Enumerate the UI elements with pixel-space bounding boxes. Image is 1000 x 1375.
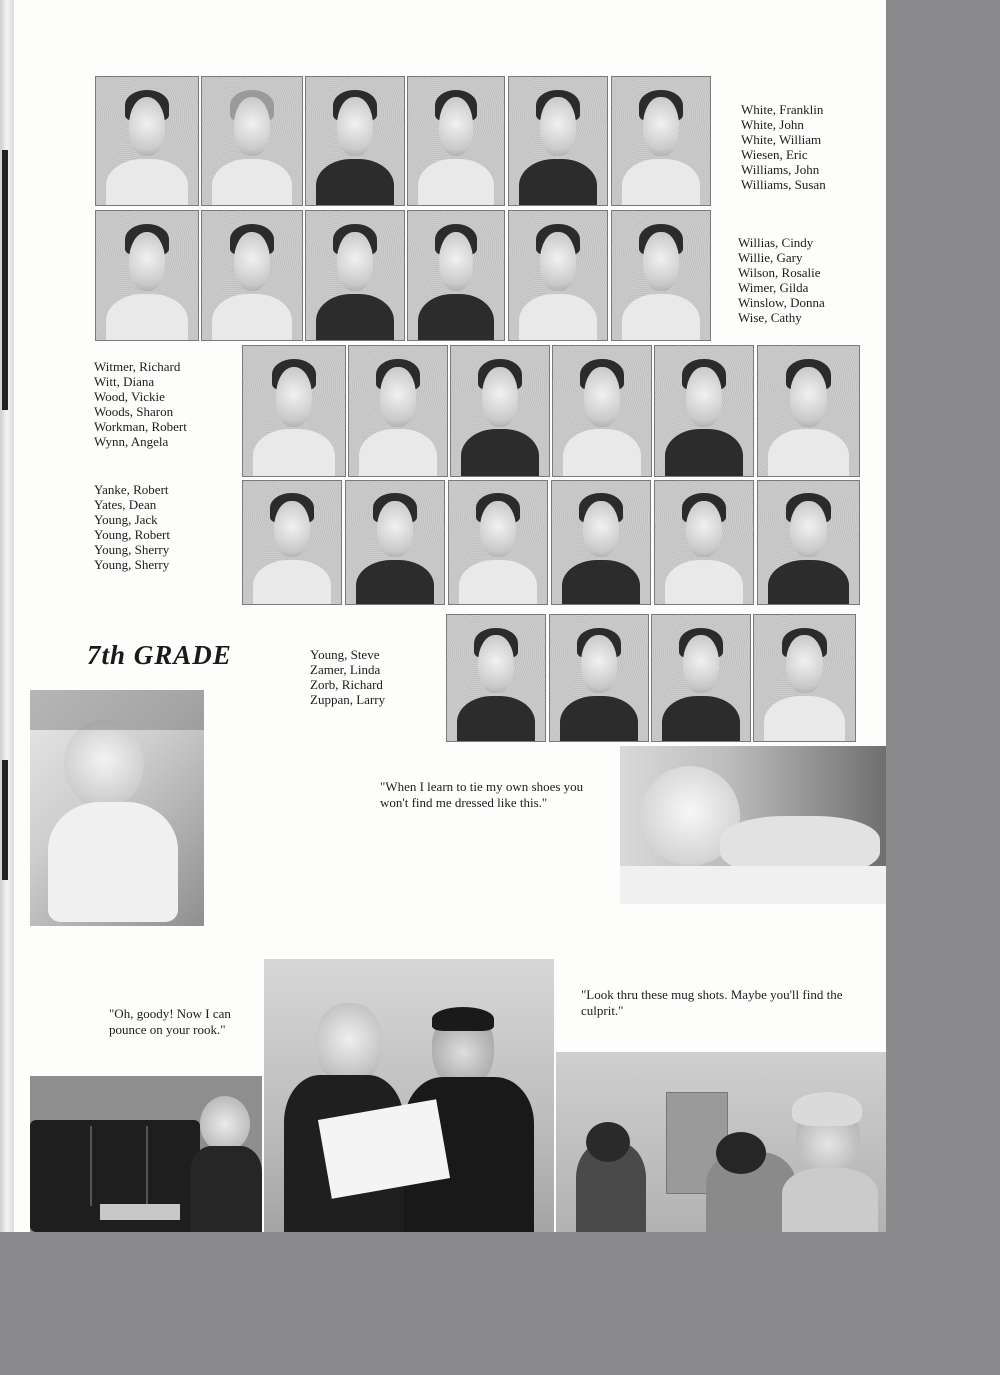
names-row-3 (94, 359, 187, 449)
student-name: Zuppan, Larry (310, 692, 386, 707)
student-name: Young, Jack (94, 512, 158, 527)
names-row-2 (738, 235, 825, 325)
student-name: White, Franklin (741, 102, 824, 117)
student-portrait (448, 480, 548, 605)
student-name: White, John (741, 117, 804, 132)
student-portrait (753, 614, 856, 742)
grade-title: 7th GRADE (87, 640, 232, 670)
student-portrait (95, 210, 199, 341)
mugshots-caption: "Look thru these mug shots. Maybe you'll find the culprit." (581, 987, 843, 1018)
baby-caption: "When I learn to tie my own shoes you won't find me dressed like this." (380, 779, 584, 810)
spine-shadow (2, 760, 8, 880)
student-portrait (446, 614, 546, 742)
student-name: Woods, Sharon (94, 404, 174, 419)
student-portrait (242, 480, 342, 605)
student-portrait (305, 210, 405, 341)
student-name: Witt, Diana (94, 374, 155, 389)
student-portrait (651, 614, 751, 742)
student-name: Williams, Susan (741, 177, 826, 192)
student-portrait (345, 480, 445, 605)
student-portrait (757, 345, 860, 477)
student-name: Winslow, Donna (738, 295, 825, 310)
student-name: White, William (741, 132, 822, 147)
student-portrait (549, 614, 649, 742)
teachers-book-photo (264, 959, 554, 1232)
student-name: Young, Sherry (94, 542, 170, 557)
student-name: Young, Robert (94, 527, 170, 542)
student-name: Wilson, Rosalie (738, 265, 821, 280)
student-name: Williams, John (741, 162, 820, 177)
student-name: Wise, Cathy (738, 310, 802, 325)
student-portrait (654, 345, 754, 477)
student-name: Wimer, Gilda (738, 280, 809, 295)
yearbook-page (14, 0, 886, 1232)
student-portrait (201, 76, 303, 206)
student-portrait (508, 210, 608, 341)
office-photo (556, 1052, 886, 1232)
baby-photo-left (30, 690, 204, 926)
student-portrait (757, 480, 860, 605)
student-portrait (450, 345, 550, 477)
student-name: Wood, Vickie (94, 389, 165, 404)
student-portrait (95, 76, 199, 206)
student-name: Wiesen, Eric (741, 147, 808, 162)
student-portrait (407, 210, 505, 341)
student-portrait (611, 76, 711, 206)
student-portrait (551, 480, 651, 605)
student-name: Willie, Gary (738, 250, 803, 265)
names-row-4 (94, 482, 170, 572)
student-portrait (552, 345, 652, 477)
student-name: Willias, Cindy (738, 235, 814, 250)
student-name: Yates, Dean (94, 497, 157, 512)
binding-spine (0, 0, 14, 1232)
student-name: Workman, Robert (94, 419, 187, 434)
student-name: Witmer, Richard (94, 359, 181, 374)
student-portrait (611, 210, 711, 341)
student-portrait (348, 345, 448, 477)
student-name: Zamer, Linda (310, 662, 381, 677)
student-name: Young, Steve (310, 647, 380, 662)
student-name: Zorb, Richard (310, 677, 383, 692)
baby-photo-right (620, 746, 886, 904)
student-name: Wynn, Angela (94, 434, 169, 449)
student-name: Yanke, Robert (94, 482, 169, 497)
student-portrait (654, 480, 754, 605)
student-portrait (508, 76, 608, 206)
names-row-1 (741, 102, 826, 192)
student-portrait (201, 210, 303, 341)
spine-shadow (2, 150, 8, 410)
student-portrait (242, 345, 346, 477)
chess-caption: "Oh, goody! Now I can pounce on your rook." (109, 1006, 231, 1037)
student-portrait (407, 76, 505, 206)
names-row-5 (310, 647, 385, 707)
student-portrait (305, 76, 405, 206)
student-name: Young, Sherry (94, 557, 170, 572)
chess-photo (30, 1076, 262, 1232)
